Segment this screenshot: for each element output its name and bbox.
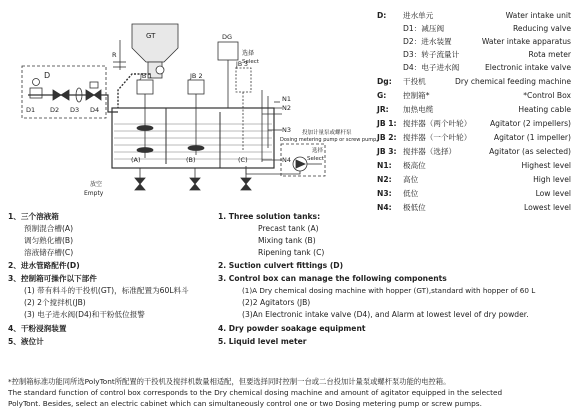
list-item-en: 1. Three solution tanks: — [218, 212, 321, 221]
list-item-zh: 3、控制箱可操作以下部件 — [8, 274, 97, 283]
list-item-en: (3)An Electronic intake valve (D4), and Alarm at lowest level of dry powder. — [242, 310, 529, 319]
legend-row: N1: 极高位 Highest level — [377, 161, 571, 170]
agitator-jb3-motor — [236, 68, 251, 92]
list-item-zh: 溶液储存槽(C) — [24, 248, 74, 257]
legend-row: D1：减压阀 Reducing valve — [403, 24, 571, 33]
legend-row: N4: 极低位 Lowest level — [377, 203, 571, 212]
pump-cn-label: 投加计量泵或螺杆泵 — [302, 130, 352, 136]
d3-label: D3 — [70, 106, 80, 114]
empty-en-label: Empty — [84, 190, 104, 197]
pump-en-label: Dosing metering pump or screw pump — [280, 137, 376, 143]
dosing-system-diagram — [0, 0, 376, 210]
list-item-en: Precast tank (A) — [258, 224, 319, 233]
list-item-en: 4. Dry powder soakage equipment — [218, 324, 366, 333]
jb3-label: JB 3 — [236, 61, 248, 68]
reducing-valve-icon — [30, 88, 42, 98]
legend-row: D4：电子进水阀 Electronic intake valve — [403, 63, 571, 72]
list-item-zh: (1) 带有料斗的干投机(GT)，标准配置为60L料斗 — [24, 286, 189, 295]
d1-label: D1 — [26, 106, 36, 114]
list-item-en: 5. Liquid level meter — [218, 337, 307, 346]
tank-a-label: (A) — [131, 156, 141, 164]
legend-row: D3：转子流量计 Rota meter — [403, 50, 571, 59]
d4-label: D4 — [90, 106, 100, 114]
hopper-gt-icon — [132, 24, 178, 62]
list-item-zh: (2) 2个搅拌机(JB) — [24, 298, 86, 307]
intake-apparatus-icon — [61, 90, 69, 100]
tank-c-label: (C) — [238, 156, 248, 164]
pump-select-en-label: Select — [307, 156, 324, 162]
footnote-line-zh: *控制箱标准功能同所选PolyTont所配置的干投机及搅拌机数量相适配，但要选择同时控制一台或二台投加计量泵或螺杆泵功能的电控箱。 — [8, 377, 451, 386]
tank-b-label: (B) — [186, 156, 196, 164]
list-item-en: (1)A Dry chemical dosing machine with hopper (GT),standard with hopper of 60 L — [242, 286, 536, 295]
n2-label: N2 — [282, 104, 291, 112]
hopper-label: GT — [146, 32, 156, 40]
n3-label: N3 — [282, 126, 291, 134]
legend-row: N3: 低位 Low level — [377, 189, 571, 198]
list-item-zh: 5、液位计 — [8, 337, 44, 346]
list-item-zh: (3) 电子进水阀(D4)和干粉低位报警 — [24, 310, 145, 319]
legend-row: Dg: 干投机 Dry chemical feeding machine — [377, 77, 571, 86]
list-item-en: (2)2 Agitators (JB) — [242, 298, 311, 307]
select-cn-label: 选择 — [242, 50, 255, 57]
empty-cn-label: 放空 — [90, 181, 103, 188]
list-item-en: 2. Suction culvert fittings (D) — [218, 261, 344, 270]
legend-row: JR: 加热电缆 Heating cable — [377, 105, 571, 114]
n1-label: N1 — [282, 95, 291, 103]
legend-row: JB 1: 搅拌器（两个叶轮） Agitator (2 impellers) — [377, 119, 571, 128]
n4-label: N4 — [282, 156, 291, 164]
intake-unit-label: D — [44, 71, 51, 80]
list-item-zh: 预制混合槽(A) — [24, 224, 74, 233]
list-item-zh: 2、进水管路配件(D) — [8, 261, 80, 270]
dg-label: DG — [222, 33, 233, 41]
d2-label: D2 — [50, 106, 60, 114]
agitator-jb2-motor — [188, 80, 204, 94]
list-item-en: Mixing tank (B) — [258, 236, 316, 245]
list-item-zh: 1、三个溶液箱 — [8, 212, 59, 221]
legend-row: D: 进水单元 Water intake unit — [377, 11, 571, 20]
legend-row: D2：进水装置 Water intake apparatus — [403, 37, 571, 46]
legend-row: JB 3: 搅拌器（选择） Agitator (as selected) — [377, 147, 571, 156]
legend-row: JB 2: 搅拌器（一个叶轮） Agitator (1 impeller) — [377, 133, 571, 142]
agitator-jb1-motor — [137, 80, 153, 94]
jb1-label: JB 1 — [140, 72, 153, 80]
dry-feeder-dg-box — [218, 42, 238, 60]
electronic-intake-valve-icon — [94, 90, 101, 100]
list-item-zh: 4、干粉浸润装置 — [8, 324, 67, 333]
legend-row: N2: 高位 High level — [377, 175, 571, 184]
legend-row: G: 控制箱* *Control Box — [377, 91, 571, 100]
footnote-line-en-2: PolyTont. Besides, select an electric cabinet which can simultaneously control one or two Dosing metering pump or screw pumps. — [8, 399, 482, 408]
footnote-line-en-1: The standard function of control box corresponds to the Dry chemical dosing machine and amount of agitator equipped in the selected — [8, 388, 503, 397]
jb2-label: JB 2 — [190, 72, 203, 80]
list-item-en: Ripening tank (C) — [258, 248, 325, 257]
pump-select-cn-label: 选择 — [312, 148, 324, 154]
footnote — [8, 376, 570, 409]
heating-cable-label: R — [112, 51, 117, 59]
list-item-en: 3. Control box can manage the following components — [218, 274, 447, 283]
list-item-zh: 调匀熟化槽(B) — [24, 236, 74, 245]
select-en-label: Select — [242, 59, 259, 65]
